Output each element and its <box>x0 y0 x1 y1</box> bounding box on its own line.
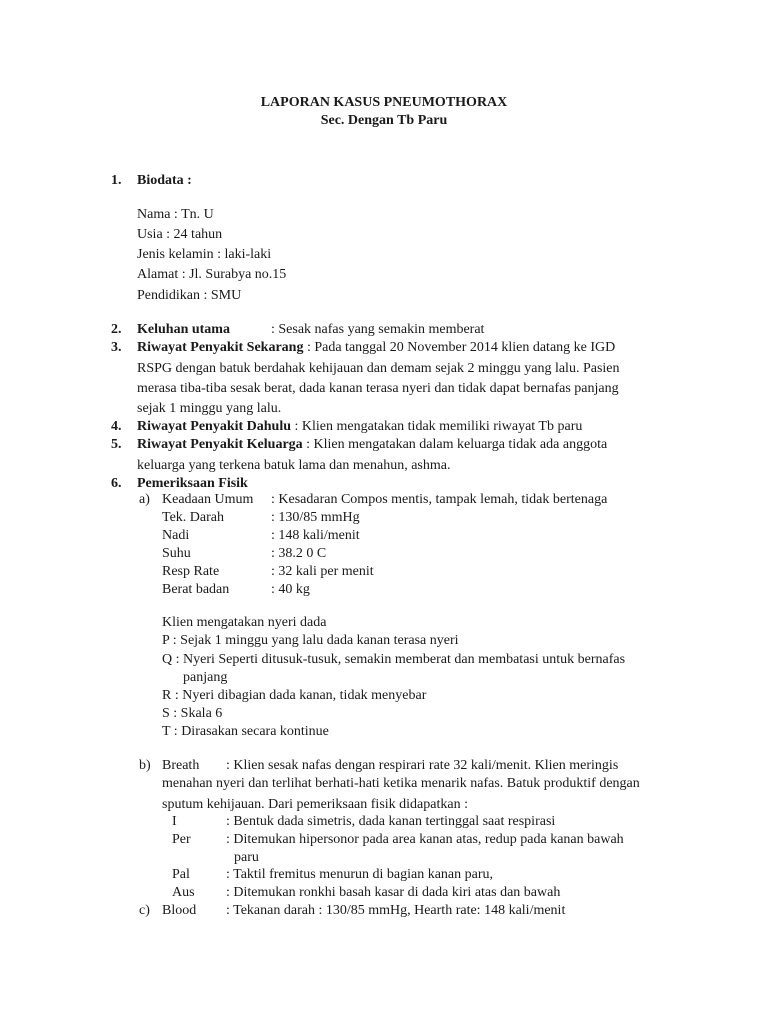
section-heading-keluhan: Keluhan utama <box>137 322 230 337</box>
section-heading-pemeriksaan: Pemeriksaan Fisik <box>137 476 248 491</box>
exam-label: Aus <box>172 885 195 900</box>
riwayat-keluarga-text: : Klien mengatakan dalam keluarga tidak ada anggota <box>302 437 608 452</box>
section-number: 6. <box>111 476 122 491</box>
pqrst-line: Q : Nyeri Seperti ditusuk-tusuk, semakin memberat dan membatasi untuk bernafas <box>162 652 626 667</box>
exam-label: I <box>172 814 177 829</box>
breath-value: : Klien sesak nafas dengan respirari rate 32 kali/menit. Klien meringis <box>226 758 619 773</box>
riwayat-sekarang-cont: merasa tiba-tiba sesak berat, dada kanan terasa nyeri dan tidak dapat bernafas panjang <box>137 381 619 396</box>
riwayat-sekarang-cont: sejak 1 minggu yang lalu. <box>137 401 282 416</box>
vital-label: Nadi <box>162 528 190 543</box>
section-number: 3. <box>111 340 122 355</box>
pqrst-line: T : Dirasakan secara kontinue <box>162 724 329 739</box>
pqrst-line: R : Nyeri dibagian dada kanan, tidak menyebar <box>162 688 427 703</box>
pqrst-line: P : Sejak 1 minggu yang lalu dada kanan terasa nyeri <box>162 633 459 648</box>
vital-label: Berat badan <box>162 582 230 597</box>
section-number: 4. <box>111 419 122 434</box>
section-heading-biodata: Biodata : <box>137 173 192 188</box>
vital-value: : 40 kg <box>271 582 310 597</box>
section-number: 1. <box>111 173 122 188</box>
vital-value: : 38.2 0 C <box>271 546 327 561</box>
section-heading-riwayat-sekarang: Riwayat Penyakit Sekarang <box>137 340 304 355</box>
biodata-line: Usia : 24 tahun <box>137 227 223 242</box>
exam-value: : Taktil fremitus menurun di bagian kanan paru, <box>226 867 494 882</box>
exam-label: Per <box>172 832 191 847</box>
riwayat-keluarga-line <box>137 436 607 454</box>
biodata-line: Pendidikan : SMU <box>137 288 242 303</box>
exam-label: Pal <box>172 867 190 882</box>
riwayat-keluarga-cont: keluarga yang terkena batuk lama dan menahun, ashma. <box>137 458 451 473</box>
document-title: LAPORAN KASUS PNEUMOTHORAX <box>260 95 508 110</box>
nyeri-intro: Klien mengatakan nyeri dada <box>162 615 327 630</box>
section-number: 5. <box>111 437 122 452</box>
biodata-line: Jenis kelamin : laki-laki <box>137 247 272 262</box>
section-number: 2. <box>111 322 122 337</box>
exam-value: : Ditemukan ronkhi basah kasar di dada kiri atas dan bawah <box>226 885 561 900</box>
exam-value: paru <box>234 850 259 865</box>
exam-value: : Ditemukan hipersonor pada area kanan atas, redup pada kanan bawah <box>226 832 624 847</box>
vital-value: : Kesadaran Compos mentis, tampak lemah, tidak bertenaga <box>271 492 608 507</box>
biodata-line: Nama : Tn. U <box>137 207 214 222</box>
vital-value: : 130/85 mmHg <box>271 510 360 525</box>
riwayat-sekarang-cont: RSPG dengan batuk berdahak kehijauan dan demam sejak 2 minggu yang lalu. Pasien <box>137 361 620 376</box>
blood-value: : Tekanan darah : 130/85 mmHg, Hearth rate: 148 kali/menit <box>226 903 566 918</box>
breath-cont: sputum kehijauan. Dari pemeriksaan fisik didapatkan : <box>162 797 468 812</box>
vital-value: : 148 kali/menit <box>271 528 360 543</box>
riwayat-sekarang-line <box>137 339 615 357</box>
pqrst-line: panjang <box>183 670 228 685</box>
vital-label: Keadaan Umum <box>162 492 254 507</box>
document-subtitle: Sec. Dengan Tb Paru <box>320 113 448 128</box>
breath-cont: menahan nyeri dan terlihat berhati-hati ketika menarik nafas. Batuk produktif dengan <box>162 776 640 791</box>
biodata-line: Alamat : Jl. Surabya no.15 <box>137 267 287 282</box>
vital-label: Suhu <box>162 546 191 561</box>
riwayat-dahulu-text: : Klien mengatakan tidak memiliki riwayat Tb paru <box>291 419 583 434</box>
vital-label: Resp Rate <box>162 564 220 579</box>
breath-label: Breath <box>162 758 200 773</box>
subsection-letter: a) <box>139 492 150 507</box>
subsection-letter: c) <box>139 903 150 918</box>
section-heading-riwayat-dahulu: Riwayat Penyakit Dahulu <box>137 419 292 434</box>
subsection-letter: b) <box>139 758 151 773</box>
vital-label: Tek. Darah <box>162 510 224 525</box>
pqrst-line: S : Skala 6 <box>162 706 223 721</box>
blood-label: Blood <box>162 903 197 918</box>
section-heading-riwayat-keluarga: Riwayat Penyakit Keluarga <box>137 437 303 452</box>
exam-value: : Bentuk dada simetris, dada kanan tertinggal saat respirasi <box>226 814 556 829</box>
riwayat-sekarang-text: : Pada tanggal 20 November 2014 klien datang ke IGD <box>303 340 616 355</box>
riwayat-dahulu-line <box>137 418 582 436</box>
vital-value: : 32 kali per menit <box>271 564 374 579</box>
keluhan-text: : Sesak nafas yang semakin memberat <box>271 322 485 337</box>
